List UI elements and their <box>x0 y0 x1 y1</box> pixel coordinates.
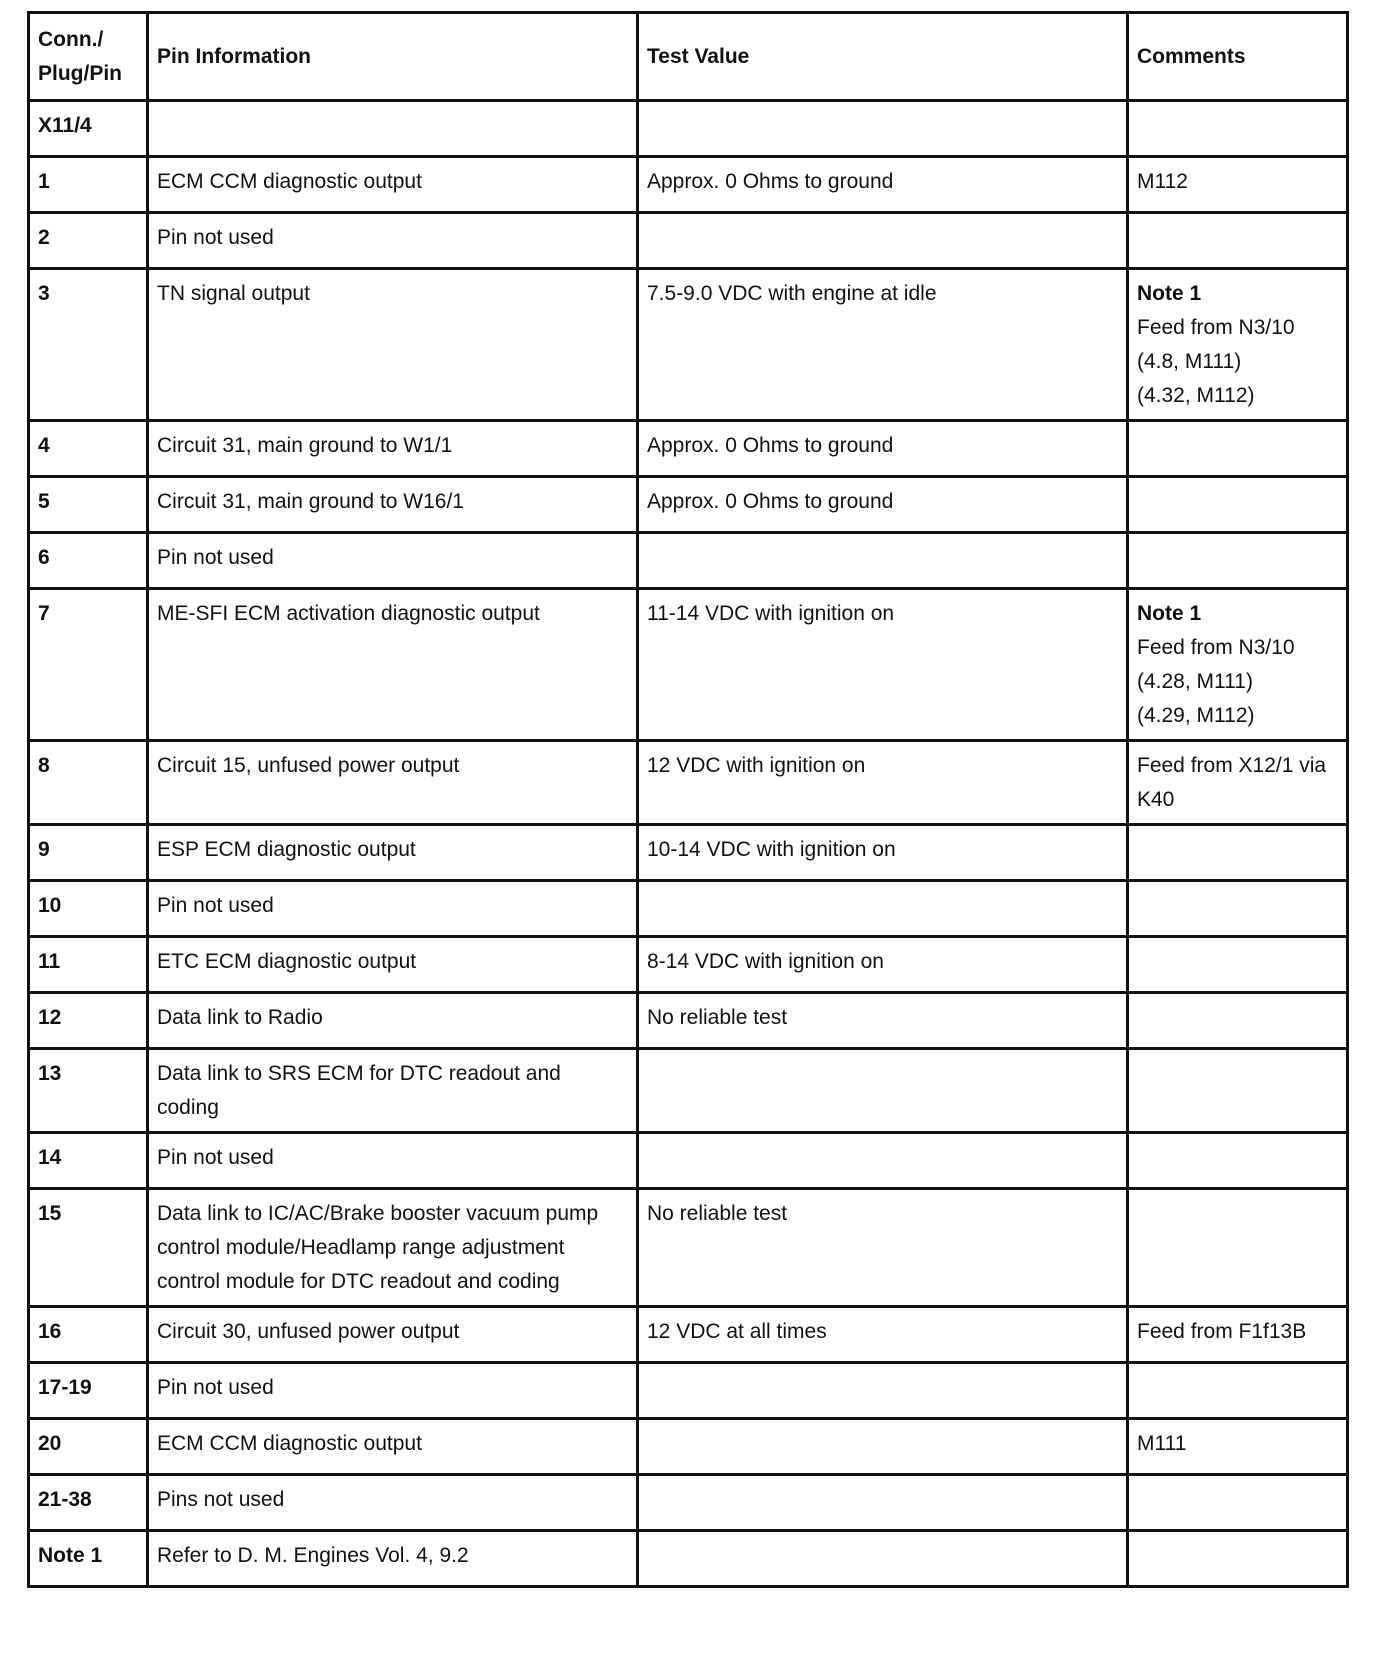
pin-info-cell: ESP ECM diagnostic output <box>148 825 638 881</box>
table-row <box>29 1189 1348 1307</box>
pin-info-cell: Circuit 30, unfused power output <box>148 1307 638 1363</box>
pin-cell: 8 <box>29 741 148 825</box>
comments-cell: M112 <box>1128 157 1348 213</box>
pin-info-cell: Data link to Radio <box>148 993 638 1049</box>
table-row <box>29 1531 1348 1587</box>
pin-cell: 3 <box>29 269 148 421</box>
table-row <box>29 993 1348 1049</box>
note-text-cell: Refer to D. M. Engines Vol. 4, 9.2 <box>148 1531 638 1587</box>
pin-info-cell: Circuit 31, main ground to W16/1 <box>148 477 638 533</box>
comment-line: (4.29, M112) <box>1137 704 1255 727</box>
table-row <box>29 1307 1348 1363</box>
pin-cell: 7 <box>29 589 148 741</box>
table-header-row <box>29 13 1348 101</box>
comments-cell <box>1128 421 1348 477</box>
pin-info-cell: ME-SFI ECM activation diagnostic output <box>148 589 638 741</box>
test-value-cell: 12 VDC with ignition on <box>638 741 1128 825</box>
test-value-cell: 7.5-9.0 VDC with engine at idle <box>638 269 1128 421</box>
table-row <box>29 421 1348 477</box>
pin-info-cell: Pins not used <box>148 1475 638 1531</box>
test-value-cell <box>638 101 1128 157</box>
comments-cell <box>1128 825 1348 881</box>
pin-cell: 9 <box>29 825 148 881</box>
test-value-cell <box>638 1049 1128 1133</box>
pin-info-cell: Circuit 15, unfused power output <box>148 741 638 825</box>
test-value-cell <box>638 1531 1128 1587</box>
pin-cell: X11/4 <box>29 101 148 157</box>
test-value-cell <box>638 1475 1128 1531</box>
pin-cell: 6 <box>29 533 148 589</box>
comments-cell: M111 <box>1128 1419 1348 1475</box>
test-value-cell: 8-14 VDC with ignition on <box>638 937 1128 993</box>
pin-info-cell: Data link to SRS ECM for DTC readout and coding <box>148 1049 638 1133</box>
table-row <box>29 881 1348 937</box>
comments-cell <box>1128 269 1348 421</box>
test-value-cell <box>638 1133 1128 1189</box>
table-row <box>29 101 1348 157</box>
comments-cell <box>1128 101 1348 157</box>
table-row <box>29 1133 1348 1189</box>
pin-cell: 5 <box>29 477 148 533</box>
comment-line: Feed from N3/10 <box>1137 636 1295 659</box>
table-row <box>29 741 1348 825</box>
comments-cell <box>1128 1475 1348 1531</box>
note-label-cell: Note 1 <box>29 1531 148 1587</box>
pin-cell: 20 <box>29 1419 148 1475</box>
pin-cell: 11 <box>29 937 148 993</box>
test-value-cell: 11-14 VDC with ignition on <box>638 589 1128 741</box>
test-value-cell <box>638 533 1128 589</box>
pin-cell: 17-19 <box>29 1363 148 1419</box>
pin-cell: 16 <box>29 1307 148 1363</box>
table-row <box>29 589 1348 741</box>
header-test-value: Test Value <box>638 13 1128 101</box>
header-comments: Comments <box>1128 13 1348 101</box>
table-row <box>29 1363 1348 1419</box>
pin-cell: 10 <box>29 881 148 937</box>
comment-note-ref: Note 1 <box>1137 602 1202 625</box>
comments-cell <box>1128 589 1348 741</box>
table-row <box>29 937 1348 993</box>
comments-cell <box>1128 1363 1348 1419</box>
comments-cell <box>1128 993 1348 1049</box>
pin-info-cell <box>148 101 638 157</box>
comments-cell <box>1128 1531 1348 1587</box>
comment-line: Feed from N3/10 <box>1137 316 1295 339</box>
pin-info-cell: Pin not used <box>148 881 638 937</box>
comment-line: (4.28, M111) <box>1137 670 1253 693</box>
pin-cell: 12 <box>29 993 148 1049</box>
table-row <box>29 1419 1348 1475</box>
pin-cell: 21-38 <box>29 1475 148 1531</box>
table-row <box>29 1049 1348 1133</box>
test-value-cell <box>638 1363 1128 1419</box>
test-value-cell: 10-14 VDC with ignition on <box>638 825 1128 881</box>
comment-note-ref: Note 1 <box>1137 282 1202 305</box>
pin-information-table <box>27 11 1349 1588</box>
comments-cell <box>1128 477 1348 533</box>
comment-line: (4.8, M111) <box>1137 350 1242 373</box>
comments-cell <box>1128 881 1348 937</box>
table-row <box>29 477 1348 533</box>
test-value-cell <box>638 1419 1128 1475</box>
header-pin-information: Pin Information <box>148 13 638 101</box>
comments-cell <box>1128 1049 1348 1133</box>
pin-cell: 1 <box>29 157 148 213</box>
comments-cell <box>1128 1189 1348 1307</box>
test-value-cell <box>638 213 1128 269</box>
table-row <box>29 157 1348 213</box>
test-value-cell: Approx. 0 Ohms to ground <box>638 157 1128 213</box>
pin-info-cell: Data link to IC/AC/Brake booster vacuum pump control module/Headlamp range adjustment control module for DTC readout and coding <box>148 1189 638 1307</box>
test-value-cell: Approx. 0 Ohms to ground <box>638 477 1128 533</box>
pin-info-cell: ECM CCM diagnostic output <box>148 1419 638 1475</box>
pin-info-cell: Pin not used <box>148 533 638 589</box>
comments-cell <box>1128 213 1348 269</box>
header-conn-plug-pin: Conn./ Plug/Pin <box>29 13 148 101</box>
pin-info-cell: Pin not used <box>148 1133 638 1189</box>
test-value-cell <box>638 881 1128 937</box>
table-row <box>29 213 1348 269</box>
comments-cell: Feed from X12/1 via K40 <box>1128 741 1348 825</box>
test-value-cell: No reliable test <box>638 993 1128 1049</box>
comment-line: (4.32, M112) <box>1137 384 1255 407</box>
table-row <box>29 1475 1348 1531</box>
table-row <box>29 269 1348 421</box>
test-value-cell: Approx. 0 Ohms to ground <box>638 421 1128 477</box>
test-value-cell: 12 VDC at all times <box>638 1307 1128 1363</box>
pin-cell: 14 <box>29 1133 148 1189</box>
comments-cell: Feed from F1f13B <box>1128 1307 1348 1363</box>
table-row <box>29 533 1348 589</box>
pin-info-cell: ETC ECM diagnostic output <box>148 937 638 993</box>
comments-cell <box>1128 533 1348 589</box>
pin-info-cell: TN signal output <box>148 269 638 421</box>
pin-info-cell: ECM CCM diagnostic output <box>148 157 638 213</box>
pin-cell: 13 <box>29 1049 148 1133</box>
pin-cell: 2 <box>29 213 148 269</box>
test-value-cell: No reliable test <box>638 1189 1128 1307</box>
table-row <box>29 825 1348 881</box>
comments-cell <box>1128 937 1348 993</box>
comments-cell <box>1128 1133 1348 1189</box>
pin-info-cell: Pin not used <box>148 213 638 269</box>
pin-cell: 4 <box>29 421 148 477</box>
pin-cell: 15 <box>29 1189 148 1307</box>
pin-info-cell: Circuit 31, main ground to W1/1 <box>148 421 638 477</box>
pin-info-cell: Pin not used <box>148 1363 638 1419</box>
